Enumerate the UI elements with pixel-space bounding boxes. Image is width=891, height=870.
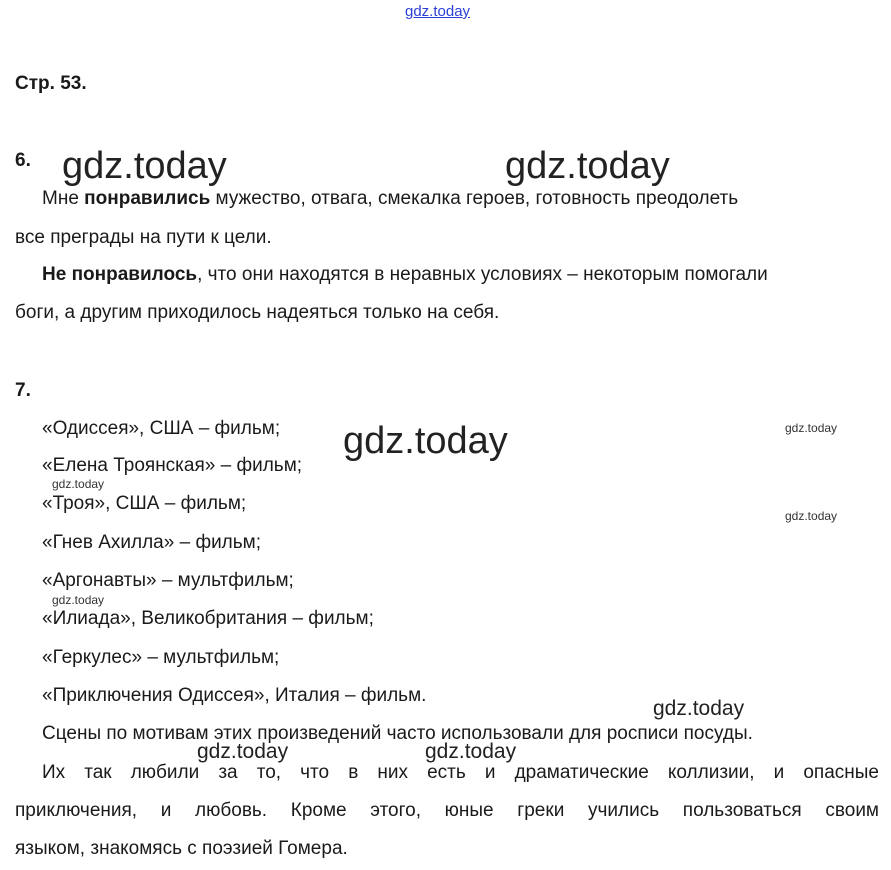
task-6-number: 6. xyxy=(15,150,31,171)
watermark: gdz.today xyxy=(653,697,745,720)
list-item: «Одиссея», США – фильм; xyxy=(42,418,281,439)
task-6-paragraph-1-line-2: все преграды на пути к цели. xyxy=(15,227,272,248)
watermark: gdz.today xyxy=(425,740,517,763)
watermark: gdz.today xyxy=(785,509,838,523)
task-6-paragraph-2-line-1: Не понравилось, что они находятся в неравных условиях – некоторым помогали xyxy=(42,264,768,285)
task-6-paragraph-2-line-2: боги, а другим приходилось надеяться только на себя. xyxy=(15,302,500,323)
watermark: gdz.today xyxy=(505,145,670,187)
watermark: gdz.today xyxy=(62,145,227,187)
list-item: «Елена Троянская» – фильм; xyxy=(42,455,303,476)
watermark: gdz.today xyxy=(52,593,105,607)
task-7-paragraph-2-line-3: языком, знакомясь с поэзией Гомера. xyxy=(15,838,348,859)
watermark: gdz.today xyxy=(52,477,105,491)
bold-disliked: Не понравилось xyxy=(42,264,198,285)
list-item: «Троя», США – фильм; xyxy=(42,493,247,514)
bold-liked: понравились xyxy=(84,188,211,209)
watermark-top-link[interactable]: gdz.today xyxy=(405,3,471,20)
task-7-paragraph-2-line-1: Их так любили за то, что в них есть и драматические коллизии, и опасные xyxy=(42,762,879,783)
watermark: gdz.today xyxy=(785,421,838,435)
watermark: gdz.today xyxy=(343,420,508,462)
watermark: gdz.today xyxy=(197,740,289,763)
task-7-paragraph-1: Сцены по мотивам этих произведений часто использовали для росписи посуды. xyxy=(42,723,753,744)
list-item: «Гнев Ахилла» – фильм; xyxy=(42,532,262,553)
list-item: «Аргонавты» – мультфильм; xyxy=(42,570,294,591)
page-label: Стр. 53. xyxy=(15,73,87,94)
task-6-paragraph-1-line-1: Мне понравились мужество, отвага, смекалка героев, готовность преодолеть xyxy=(42,188,739,209)
list-item: «Приключения Одиссея», Италия – фильм. xyxy=(42,685,427,706)
list-item: «Илиада», Великобритания – фильм; xyxy=(42,608,374,629)
task-7-number: 7. xyxy=(15,380,31,401)
task-7-paragraph-2-line-2: приключения, и любовь. Кроме этого, юные греки учились пользоваться своим xyxy=(15,800,879,821)
list-item: «Геркулес» – мультфильм; xyxy=(42,647,280,668)
